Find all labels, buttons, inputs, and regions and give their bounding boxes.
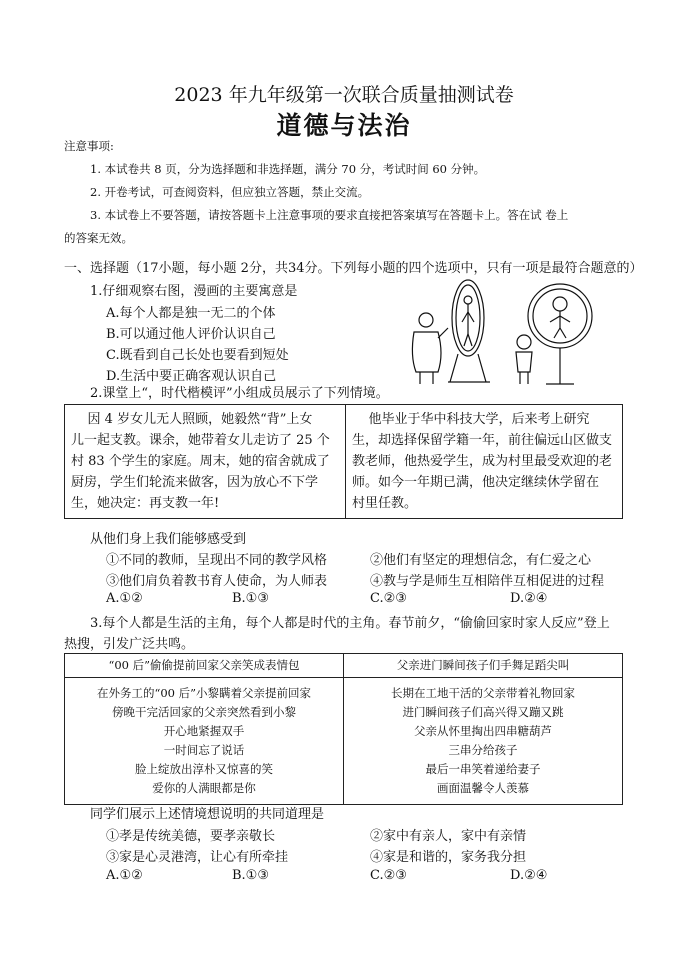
q2-right-line: 生，却选择保留学籍一年，前往偏远山区做支 (352, 433, 613, 448)
q2-scenario-right (346, 405, 623, 519)
q1-option-d: D.生活中要正确客观认识自己 (106, 369, 277, 384)
q2-right-line: 村里任教。 (352, 496, 418, 511)
q2-statement-4: ④教与学是师生互相陪伴互相促进的过程 (370, 574, 605, 589)
q3-col1-body (65, 678, 344, 805)
q2-right-line: 他毕业于华中科技大学，后来考上研究 (352, 412, 590, 427)
q2-ask: 从他们身上我们能够感受到 (90, 532, 247, 547)
q3-col2-header: 父亲进门瞬间孩子们手舞足蹈尖叫 (344, 654, 623, 678)
q2-left-line: 儿一起支教。课余，她带着女儿走访了 25 个 (71, 433, 330, 448)
q3-option-b: B.①③ (232, 868, 269, 883)
q3-col2-line: 父亲从怀里掏出四串糖葫芦 (414, 724, 552, 738)
q3-col2-line: 长期在工地干活的父亲带着礼物回家 (391, 686, 575, 700)
q3-col1-header: “00 后”偷偷提前回家父亲笑成表情包 (65, 654, 344, 678)
q2-statement-1: ①不同的教师，呈现出不同的教学风格 (106, 553, 328, 568)
q3-col1-line: 脸上绽放出淳朴又惊喜的笑 (135, 762, 273, 776)
notice-item-2: 2. 开卷考试，可查阅资料，但应独立答题，禁止交流。 (90, 185, 370, 199)
q2-right-line: 师。如今一年期已满，他决定继续休学留在 (352, 475, 600, 490)
q3-ask: 同学们展示上述情境想说明的共同道理是 (90, 807, 325, 822)
q3-col1-line: 爱你的人满眼都是你 (152, 781, 256, 795)
q3-col1-line: 在外务工的“00 后”小黎瞒着父亲提前回家 (96, 686, 312, 700)
q3-col1-line: 傍晚干完活回家的父亲突然看到小黎 (112, 705, 296, 719)
q3-col1-line: 一时间忘了说话 (163, 743, 245, 757)
q3-statement-4: ④家是和谐的，家务我分担 (370, 850, 527, 865)
q1-stem: 1.仔细观察右图，漫画的主要寓意是 (90, 284, 298, 299)
q2-option-a: A.①② (106, 591, 143, 606)
notice-item-3-cont: 的答案无效。 (64, 231, 133, 245)
q3-col2-line: 进门瞬间孩子们高兴得又蹦又跳 (402, 705, 564, 719)
q3-statement-1: ①孝是传统美德，要孝亲敬长 (106, 829, 276, 844)
q2-scenario-table (64, 404, 623, 519)
q3-col2-body (344, 678, 623, 805)
q2-left-line: 村 83 个学生的家庭。周末，她的宿舍就成了 (71, 454, 330, 469)
notice-item-3: 3. 本试卷上不要答题，请按答题卡上注意事项的要求直接把答案填写在答题卡上。答在试 卷上 (90, 208, 569, 222)
q3-statement-2: ②家中有亲人，家中有亲情 (370, 829, 527, 844)
q3-stem: 3.每个人都是生活的主角，每个人都是时代的主角。春节前夕，“偷偷回家时家人反应”登上 (90, 616, 610, 631)
q3-col2-line: 最后一串笑着递给妻子 (425, 762, 541, 776)
q3-col2-line: 画面温馨令人羡慕 (437, 781, 529, 795)
notice-item-1: 1. 本试卷共 8 页，分为选择题和非选择题，满分 70 分，考试时间 60 分钟。 (90, 162, 486, 176)
subject-title: 道德与法治 (276, 111, 412, 140)
notice-heading: 注意事项: (64, 139, 114, 153)
q2-left-line: 因 4 岁女儿无人照顾，她毅然“背”上女 (71, 412, 313, 427)
section-heading: 一、选择题（17小题，每小题 2分，共34分。下列每小题的四个选项中，只有一项是最符合题意的） (64, 261, 643, 276)
q3-scenario-table (64, 653, 623, 805)
q3-option-c: C.②③ (370, 868, 407, 883)
q3-option-a: A.①② (106, 868, 143, 883)
q2-statement-2: ②他们有坚定的理想信念，有仁爱之心 (370, 553, 592, 568)
q2-statement-3: ③他们肩负着教书育人使命，为人师表 (106, 574, 328, 589)
q3-stem-cont: 热搜，引发广泛共鸣。 (64, 637, 195, 652)
q2-stem: 2.课堂上“，时代楷模评”小组成员展示了下列情境。 (90, 386, 389, 401)
q3-col1-line: 开心地紧握双手 (163, 724, 245, 738)
q3-option-d: D.②④ (510, 868, 548, 883)
q1-option-a: A.每个人都是独一无二的个体 (106, 306, 276, 321)
q3-statement-3: ③家是心灵港湾，让心有所牵挂 (106, 850, 289, 865)
exam-title: 2023 年九年级第一次联合质量抽测试卷 (174, 84, 514, 106)
q2-option-b: B.①③ (232, 591, 269, 606)
q2-option-d: D.②④ (510, 591, 548, 606)
q1-option-c: C.既看到自己长处也要看到短处 (106, 348, 289, 363)
q1-option-b: B.可以通过他人评价认识自己 (106, 327, 276, 342)
q2-option-c: C.②③ (370, 591, 407, 606)
mirror-cartoon-image (400, 276, 608, 388)
q2-right-line: 教老师，他热爱学生，成为村里最受欢迎的老 (352, 454, 613, 469)
q2-scenario-left (65, 405, 346, 519)
q2-left-line: 生，她决定：再支教一年! (71, 496, 220, 511)
q2-left-line: 厨房，学生们轮流来做客，因为放心不下学 (71, 475, 319, 490)
q3-col2-line: 三串分给孩子 (448, 743, 518, 757)
